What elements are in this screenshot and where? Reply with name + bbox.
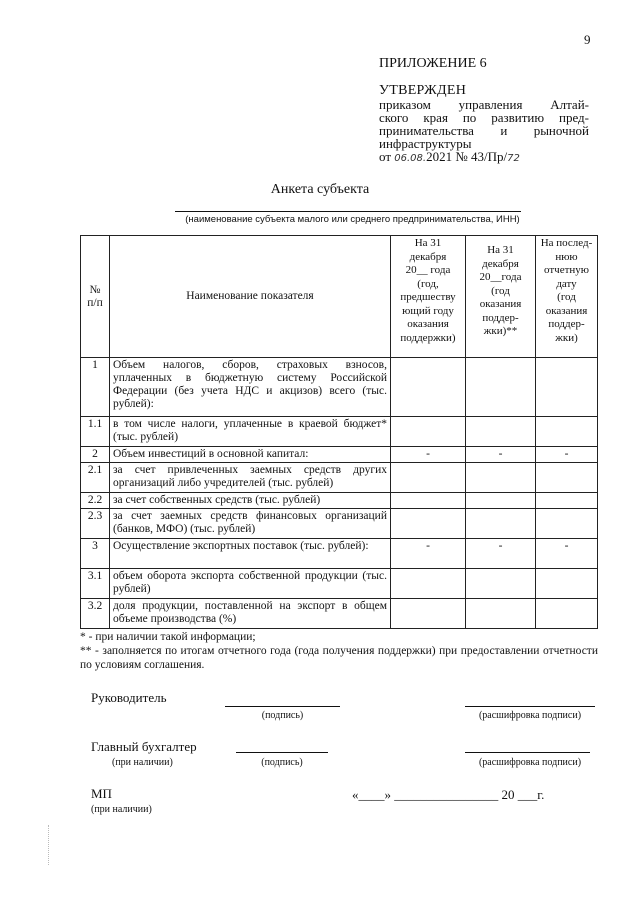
cell-value[interactable] — [536, 417, 598, 447]
accountant-decode-caption: (расшифровка подписи) — [478, 757, 582, 768]
table-row — [81, 447, 598, 463]
table-row — [81, 599, 598, 629]
cell-value[interactable] — [391, 509, 466, 539]
header-last-date: На послед- нюю отчетную дату (год оказания поддер- жки) — [536, 236, 598, 358]
table-row — [81, 539, 598, 569]
table-row — [81, 358, 598, 417]
appendix-label: ПРИЛОЖЕНИЕ 6 — [379, 56, 487, 71]
cell-value[interactable] — [536, 493, 598, 509]
cell-value[interactable] — [466, 509, 536, 539]
cell-value[interactable] — [536, 509, 598, 539]
approval-line: ского края по развитию пред- — [379, 110, 589, 125]
head-signature-caption: (подпись) — [261, 710, 304, 721]
approval-text — [379, 98, 589, 165]
cell-value[interactable]: - — [391, 539, 466, 569]
cell-value[interactable] — [391, 358, 466, 417]
accountant-decode-line[interactable] — [465, 752, 590, 753]
approval-line: приказом управления Алтай- — [379, 97, 589, 112]
table-row — [81, 493, 598, 509]
approval-line: инфраструктуры — [379, 136, 472, 151]
date-line[interactable]: «____» ________________ 20 ___г. — [352, 787, 545, 802]
cell-value[interactable]: - — [536, 447, 598, 463]
cell-value[interactable]: - — [536, 539, 598, 569]
row-num: 2.1 — [81, 463, 110, 493]
page-number: 9 — [584, 32, 591, 47]
cell-value[interactable] — [391, 569, 466, 599]
row-indicator: Объем налогов, сборов, страховых взносов, уплаченных в бюджетную систему Российской Федерации (без учета НДС и акцизов) всего (тыс. рублей): — [110, 358, 391, 417]
order-reference: от 06.08.2021 № 43/Пр/72 — [379, 149, 520, 164]
row-num: 2.2 — [81, 493, 110, 509]
cell-value[interactable] — [466, 493, 536, 509]
cell-value[interactable] — [536, 599, 598, 629]
stamp-label: МП — [91, 786, 112, 801]
cell-value[interactable] — [466, 569, 536, 599]
header-support-year: На 31 декабря 20__года (год оказания поддер- жки)** — [466, 236, 536, 358]
footnote-1: * - при наличии такой информации; — [80, 631, 256, 643]
table-row — [81, 509, 598, 539]
header-indicator: Наименование показателя — [110, 236, 391, 358]
row-indicator: за счет собственных средств (тыс. рублей) — [110, 493, 391, 509]
scan-mark — [48, 825, 51, 865]
handwritten-number: 72 — [507, 153, 520, 164]
accountant-if-any: (при наличии) — [112, 757, 173, 768]
row-num: 1 — [81, 358, 110, 417]
subject-name-caption: (наименование субъекта малого или среднего предпринимательства, ИНН) — [185, 214, 520, 225]
row-num: 3.2 — [81, 599, 110, 629]
accountant-signature-line[interactable] — [236, 752, 328, 753]
header-num: № п/п — [81, 236, 110, 358]
row-num: 3 — [81, 539, 110, 569]
cell-value[interactable] — [391, 599, 466, 629]
cell-value[interactable] — [466, 358, 536, 417]
cell-value[interactable] — [391, 417, 466, 447]
head-decode-caption: (расшифровка подписи) — [478, 710, 582, 721]
accountant-signature-caption: (подпись) — [261, 757, 303, 768]
row-indicator: объем оборота экспорта собственной продукции (тыс. рублей) — [110, 569, 391, 599]
row-num: 3.1 — [81, 569, 110, 599]
head-label: Руководитель — [91, 690, 167, 705]
cell-value[interactable]: - — [466, 447, 536, 463]
row-indicator: Осуществление экспортных поставок (тыс. рублей): — [110, 539, 391, 569]
row-num: 1.1 — [81, 417, 110, 447]
cell-value[interactable] — [466, 463, 536, 493]
form-title: Анкета субъекта — [270, 182, 370, 197]
approved-label: УТВЕРЖДЕН — [379, 83, 467, 98]
cell-value[interactable]: - — [391, 447, 466, 463]
handwritten-date: 06.08. — [394, 153, 427, 164]
indicators-table — [80, 235, 598, 629]
row-indicator: за счет привлеченных заемных средств других организаций либо учредителей (тыс. рублей) — [110, 463, 391, 493]
cell-value[interactable] — [466, 599, 536, 629]
header-prev-year: На 31 декабря 20__ года (год, предшеству ющий году оказания поддержки) — [391, 236, 466, 358]
head-decode-line[interactable] — [465, 706, 595, 707]
table-row — [81, 569, 598, 599]
subject-name-line[interactable] — [175, 211, 521, 212]
table-row — [81, 463, 598, 493]
approval-line: принимательства и рыночной — [379, 123, 589, 138]
footnotes — [80, 630, 598, 672]
cell-value[interactable]: - — [466, 539, 536, 569]
row-num: 2 — [81, 447, 110, 463]
cell-value[interactable] — [536, 358, 598, 417]
row-indicator: за счет заемных средств финансовых организаций (банков, МФО) (тыс. рублей) — [110, 509, 391, 539]
row-indicator: в том числе налоги, уплаченные в краевой бюджет* (тыс. рублей) — [110, 417, 391, 447]
accountant-label: Главный бухгалтер — [91, 739, 197, 754]
cell-value[interactable] — [391, 463, 466, 493]
row-num: 2.3 — [81, 509, 110, 539]
footnote-2: ** - заполняется по итогам отчетного года (года получения поддержки) при предоставлении отчетности по условиям соглашения. — [80, 645, 598, 671]
table-row — [81, 417, 598, 447]
cell-value[interactable] — [391, 493, 466, 509]
row-indicator: Объем инвестиций в основной капитал: — [110, 447, 391, 463]
cell-value[interactable] — [536, 463, 598, 493]
cell-value[interactable] — [536, 569, 598, 599]
row-indicator: доля продукции, поставленной на экспорт в общем объеме производства (%) — [110, 599, 391, 629]
head-signature-line[interactable] — [225, 706, 340, 707]
cell-value[interactable] — [466, 417, 536, 447]
stamp-if-any: (при наличии) — [91, 804, 152, 815]
